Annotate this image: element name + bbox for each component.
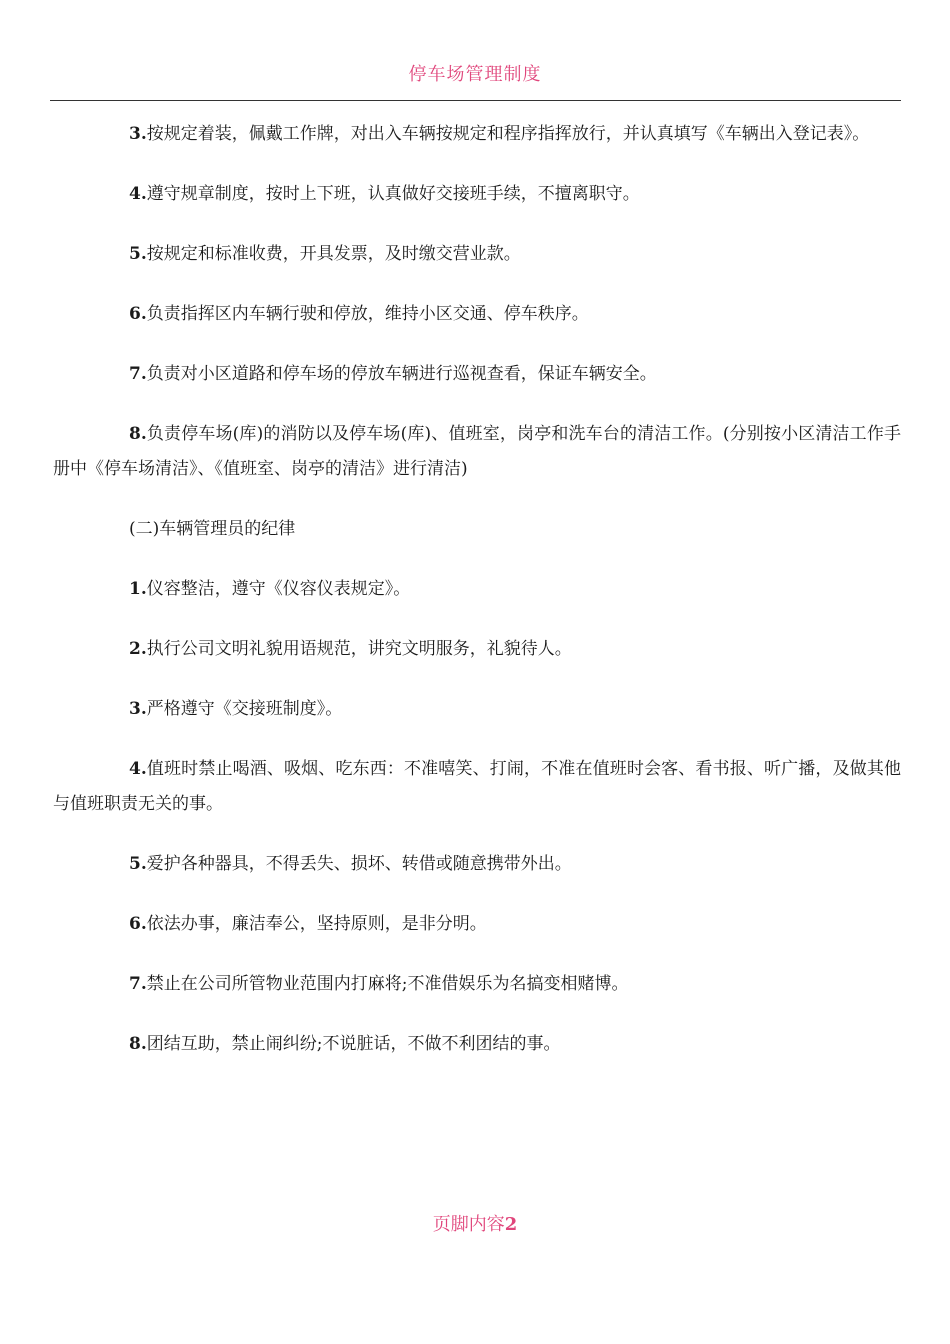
list-item — [53, 297, 901, 332]
list-item — [53, 177, 901, 212]
item-number: 3. — [129, 699, 147, 719]
item-text: 执行公司文明礼貌用语规范，讲究文明服务，礼貌待人。 — [146, 639, 572, 659]
item-text: 严格遵守《交接班制度》。 — [146, 699, 343, 719]
item-number: 3. — [129, 124, 147, 144]
item-text: 负责指挥区内车辆行驶和停放，维持小区交通、停车秩序。 — [146, 304, 589, 324]
footer-label: 页脚内容 — [432, 1214, 505, 1235]
item-text: 负责对小区道路和停车场的停放车辆进行巡视查看，保证车辆安全。 — [146, 364, 657, 384]
page-header-title: 停车场管理制度 — [408, 64, 542, 85]
item-number: 4. — [129, 184, 147, 204]
item-number: 7. — [129, 974, 147, 994]
page-footer — [0, 1210, 950, 1236]
item-number: 8. — [129, 1034, 147, 1054]
list-item — [53, 417, 901, 487]
item-number: 1. — [129, 579, 147, 599]
item-text: 按规定和标准收费，开具发票，及时缴交营业款。 — [146, 244, 521, 264]
item-text: 负责停车场(库)的消防以及停车场(库)、值班室，岗亭和洗车台的清洁工作。(分别按小区清洁工作手册中《停车场清洁》、《值班室、岗亭的清洁》进行清洁) — [53, 424, 901, 479]
header-divider — [50, 100, 901, 101]
item-text: 值班时禁止喝酒、吸烟、吃东西：不准嘻笑、打闹，不准在值班时会客、看书报、听广播，及做其他与值班职责无关的事。 — [53, 759, 901, 814]
list-item — [53, 357, 901, 392]
list-item — [53, 752, 901, 822]
list-item — [53, 692, 901, 727]
item-number: 5. — [129, 854, 147, 874]
list-item — [53, 572, 901, 607]
item-number: 2. — [129, 639, 147, 659]
list-item — [53, 907, 901, 942]
section-heading-text: (二)车辆管理员的纪律 — [129, 519, 296, 539]
item-text: 团结互助，禁止闹纠纷;不说脏话，不做不利团结的事。 — [146, 1034, 561, 1054]
item-text: 爱护各种器具，不得丢失、损坏、转借或随意携带外出。 — [146, 854, 572, 874]
item-number: 6. — [129, 914, 147, 934]
item-text: 依法办事，廉洁奉公，坚持原则，是非分明。 — [146, 914, 487, 934]
item-number: 8. — [129, 424, 147, 444]
document-body — [53, 117, 901, 1087]
section-heading — [53, 512, 901, 547]
list-item — [53, 1027, 901, 1062]
item-text: 按规定着装，佩戴工作牌，对出入车辆按规定和程序指挥放行，并认真填写《车辆出入登记表》。 — [146, 124, 870, 144]
item-text: 禁止在公司所管物业范围内打麻将;不准借娱乐为名搞变相赌博。 — [146, 974, 629, 994]
item-number: 5. — [129, 244, 147, 264]
list-item — [53, 847, 901, 882]
list-item — [53, 632, 901, 667]
page-number: 2 — [504, 1214, 518, 1235]
list-item — [53, 237, 901, 272]
item-text: 仪容整洁，遵守《仪容仪表规定》。 — [146, 579, 411, 599]
list-item — [53, 117, 901, 152]
item-number: 6. — [129, 304, 147, 324]
item-number: 7. — [129, 364, 147, 384]
list-item — [53, 967, 901, 1002]
item-number: 4. — [129, 759, 147, 779]
item-text: 遵守规章制度，按时上下班，认真做好交接班手续，不擅离职守。 — [146, 184, 640, 204]
